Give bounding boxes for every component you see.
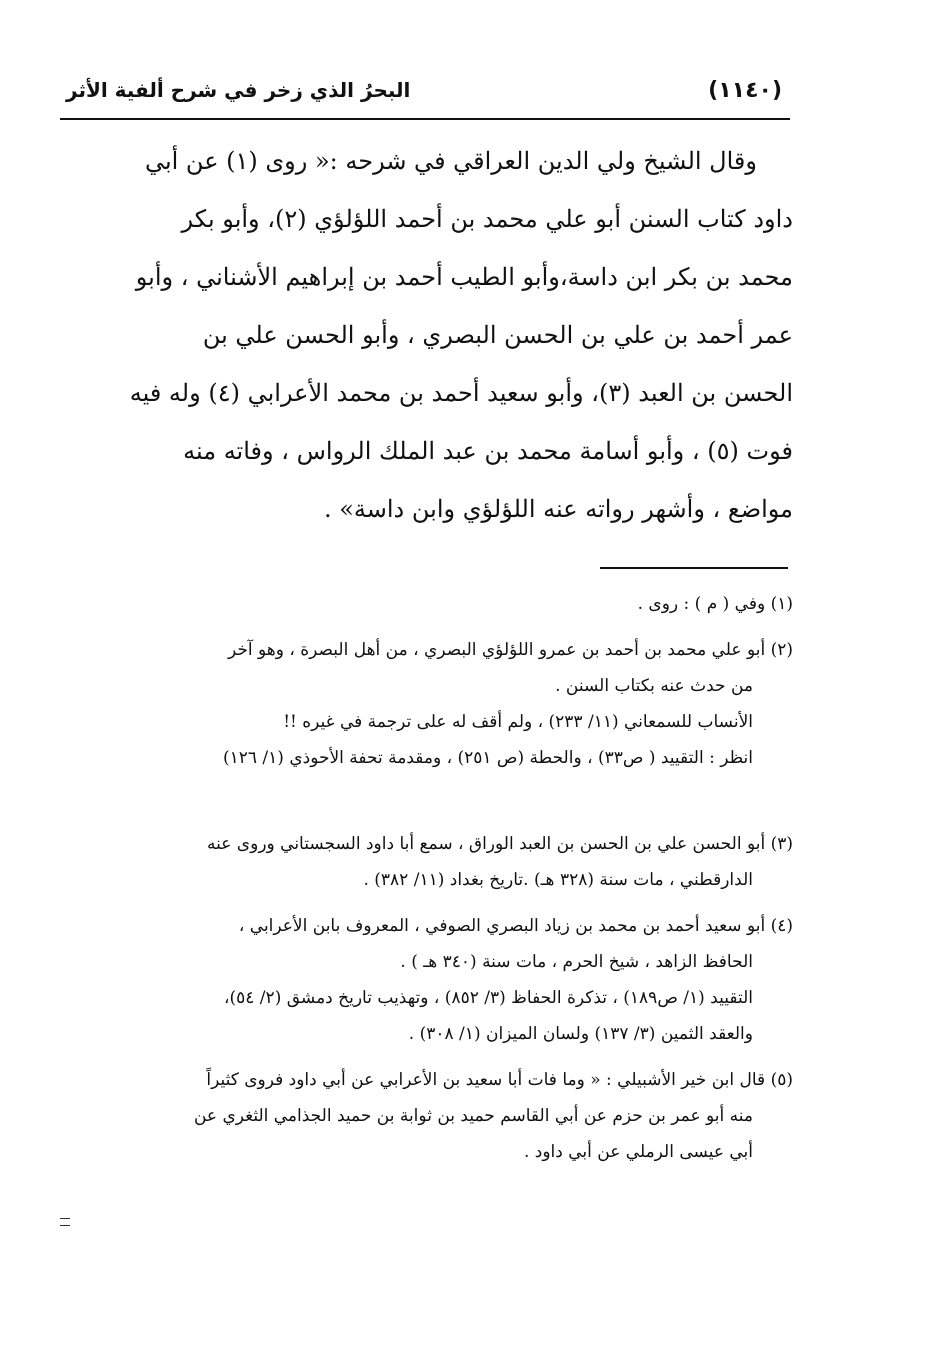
main-text-line: وقال الشيخ ولي الدين العراقي في شرحه :« روى (١) عن أبي: [144, 147, 757, 175]
main-text-line: عمر أحمد بن علي بن الحسن البصري ، وأبو الحسن علي بن: [202, 321, 793, 349]
footnote-line: (٣) أبو الحسن علي بن الحسن بن العبد الوراق ، سمع أبا داود السجستاني وروى عنه: [207, 834, 793, 854]
footnote-line: من حدث عنه بكتاب السنن .: [555, 676, 753, 696]
footnote-line: الحافظ الزاهد ، شيخ الحرم ، مات سنة (٣٤٠ هـ ) .: [400, 952, 753, 972]
footnote-line: (١) وفي ( م ) : روى .: [637, 594, 793, 614]
footnote-4: [78, 908, 793, 1052]
footnote-line: التقييد (١/ ص١٨٩) ، تذكرة الحفاظ (٣/ ٨٥٢) ، وتهذيب تاريخ دمشق (٢/ ٥٤)،: [224, 988, 753, 1008]
main-text-line: محمد بن بكر ابن داسة،وأبو الطيب أحمد بن إبراهيم الأشناني ، وأبو: [135, 263, 793, 291]
main-text-line: فوت (٥) ، وأبو أسامة محمد بن عبد الملك الرواس ، وفاته منه: [183, 437, 793, 465]
page-number: (١١٤٠): [708, 78, 782, 103]
running-title: البحرُ الذي زخر في شرح ألفية الأثر: [66, 78, 411, 102]
footnote-line: (٢) أبو علي محمد بن أحمد بن عمرو اللؤلؤي البصري ، من أهل البصرة ، وهو آخر: [227, 640, 793, 660]
main-text-line: داود كتاب السنن أبو علي محمد بن أحمد اللؤلؤي (٢)، وأبو بكر: [181, 205, 793, 233]
main-text-line: مواضع ، وأشهر رواته عنه اللؤلؤي وابن داسة» .: [323, 495, 793, 523]
footnote-2: [78, 632, 793, 776]
footnote-line: (٤) أبو سعيد أحمد بن محمد بن زياد البصري الصوفي ، المعروف بابن الأعرابي ،: [238, 916, 793, 936]
main-text-line: الحسن بن العبد (٣)، وأبو سعيد أحمد بن محمد الأعرابي (٤) وله فيه: [129, 379, 793, 407]
footnote-line: منه أبو عمر بن حزم عن أبي القاسم حميد بن ثوابة بن حميد الجذامي الثغري عن: [193, 1106, 753, 1126]
footnote-separator: [600, 567, 788, 569]
footnotes: [78, 586, 793, 1180]
footnote-line: والعقد الثمين (٣/ ١٣٧) ولسان الميزان (١/ ٣٠٨) .: [408, 1024, 753, 1044]
margin-mark: [60, 1218, 70, 1226]
footnote-gap: [78, 786, 793, 826]
footnote-line: الدارقطني ، مات سنة (٣٢٨ هـ) .تاريخ بغداد (١١/ ٣٨٢) .: [363, 870, 753, 890]
footnote-line: انظر : التقييد ( ص٣٣) ، والحطة (ص ٢٥١) ، ومقدمة تحفة الأحوذي (١/ ١٢٦): [222, 748, 753, 768]
page-header: [60, 72, 790, 120]
footnote-line: (٥) قال ابن خير الأشبيلي : « وما فات أبا سعيد بن الأعرابي عن أبي داود فروى كثيراً: [206, 1070, 793, 1090]
footnote-3: [78, 826, 793, 898]
footnote-1: [78, 586, 793, 622]
footnote-line: الأنساب للسمعاني (١١/ ٢٣٣) ، ولم أقف له على ترجمة في غيره !!: [283, 712, 753, 732]
main-text: [78, 132, 793, 538]
footnote-line: أبي عيسى الرملي عن أبي داود .: [523, 1142, 753, 1162]
footnote-5: [78, 1062, 793, 1170]
